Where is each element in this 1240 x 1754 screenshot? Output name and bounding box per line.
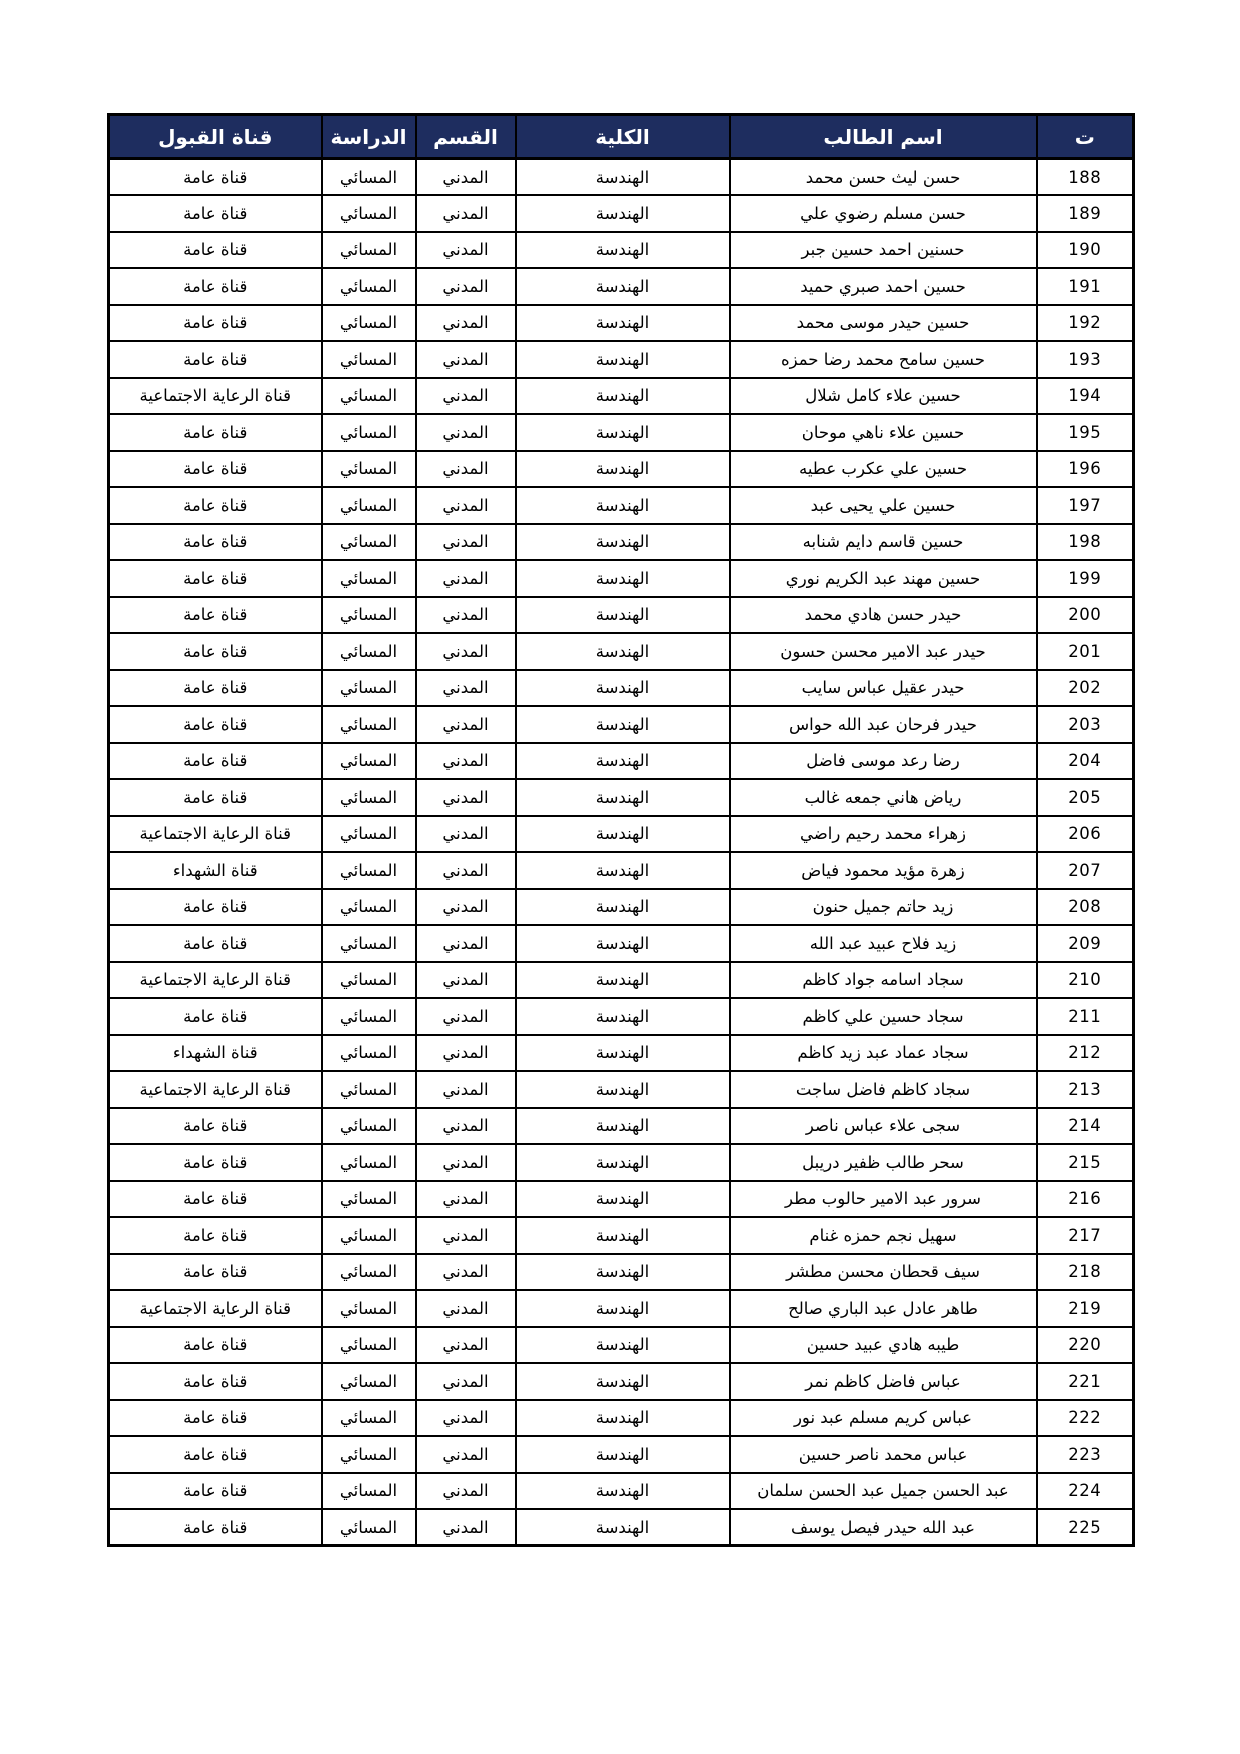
department-cell: المدني xyxy=(416,414,516,451)
department-cell: المدني xyxy=(416,743,516,780)
table-row xyxy=(109,1181,1134,1218)
student-name-cell: رضا رعد موسى فاضل xyxy=(730,743,1037,780)
college-cell: الهندسة xyxy=(516,414,730,451)
college-cell: الهندسة xyxy=(516,1071,730,1108)
student-name-cell: عباس محمد ناصر حسين xyxy=(730,1436,1037,1473)
table-row xyxy=(109,852,1134,889)
row-number-cell: 221 xyxy=(1037,1363,1134,1400)
admission-channel-cell: قناة عامة xyxy=(109,451,322,488)
study-type-cell: المسائي xyxy=(322,524,416,561)
college-cell: الهندسة xyxy=(516,1217,730,1254)
admission-channel-cell: قناة عامة xyxy=(109,889,322,926)
header-cell-number: ت xyxy=(1037,115,1134,159)
department-cell: المدني xyxy=(416,1363,516,1400)
study-type-cell: المسائي xyxy=(322,1254,416,1291)
admission-channel-cell: قناة عامة xyxy=(109,232,322,269)
table-row xyxy=(109,1108,1134,1145)
admission-channel-cell: قناة عامة xyxy=(109,487,322,524)
study-type-cell: المسائي xyxy=(322,925,416,962)
admission-channel-cell: قناة الشهداء xyxy=(109,1035,322,1072)
student-name-cell: زيد فلاح عبيد عبد الله xyxy=(730,925,1037,962)
table-row xyxy=(109,779,1134,816)
college-cell: الهندسة xyxy=(516,232,730,269)
study-type-cell: المسائي xyxy=(322,1327,416,1364)
student-name-cell: زهراء محمد رحيم راضي xyxy=(730,816,1037,853)
table-row xyxy=(109,1254,1134,1291)
row-number-cell: 218 xyxy=(1037,1254,1134,1291)
study-type-cell: المسائي xyxy=(322,743,416,780)
department-cell: المدني xyxy=(416,305,516,342)
table-row xyxy=(109,1035,1134,1072)
table-row xyxy=(109,743,1134,780)
department-cell: المدني xyxy=(416,524,516,561)
department-cell: المدني xyxy=(416,1473,516,1510)
table-row xyxy=(109,1363,1134,1400)
department-cell: المدني xyxy=(416,1035,516,1072)
student-name-cell: حيدر عقيل عباس سايب xyxy=(730,670,1037,707)
header-cell-study-type: الدراسة xyxy=(322,115,416,159)
row-number-cell: 197 xyxy=(1037,487,1134,524)
department-cell: المدني xyxy=(416,378,516,415)
admission-channel-cell: قناة عامة xyxy=(109,305,322,342)
admission-channel-cell: قناة عامة xyxy=(109,1217,322,1254)
student-name-cell: حسن مسلم رضوي علي xyxy=(730,195,1037,232)
header-cell-department: القسم xyxy=(416,115,516,159)
admission-channel-cell: قناة عامة xyxy=(109,743,322,780)
row-number-cell: 204 xyxy=(1037,743,1134,780)
department-cell: المدني xyxy=(416,1327,516,1364)
student-name-cell: سرور عبد الامير حالوب مطر xyxy=(730,1181,1037,1218)
department-cell: المدني xyxy=(416,268,516,305)
admission-channel-cell: قناة عامة xyxy=(109,597,322,634)
admission-channel-cell: قناة عامة xyxy=(109,633,322,670)
college-cell: الهندسة xyxy=(516,816,730,853)
table-row xyxy=(109,1217,1134,1254)
department-cell: المدني xyxy=(416,816,516,853)
college-cell: الهندسة xyxy=(516,633,730,670)
table-row xyxy=(109,414,1134,451)
admission-channel-cell: قناة عامة xyxy=(109,925,322,962)
admission-channel-cell: قناة عامة xyxy=(109,1400,322,1437)
student-name-cell: زهرة مؤيد محمود فياض xyxy=(730,852,1037,889)
student-name-cell: سجاد عماد عبد زيد كاظم xyxy=(730,1035,1037,1072)
college-cell: الهندسة xyxy=(516,743,730,780)
student-name-cell: عبد الله حيدر فيصل يوسف xyxy=(730,1509,1037,1546)
department-cell: المدني xyxy=(416,706,516,743)
student-name-cell: حسين حيدر موسى محمد xyxy=(730,305,1037,342)
study-type-cell: المسائي xyxy=(322,268,416,305)
student-name-cell: حيدر حسن هادي محمد xyxy=(730,597,1037,634)
row-number-cell: 215 xyxy=(1037,1144,1134,1181)
row-number-cell: 211 xyxy=(1037,998,1134,1035)
admission-channel-cell: قناة عامة xyxy=(109,341,322,378)
college-cell: الهندسة xyxy=(516,852,730,889)
college-cell: الهندسة xyxy=(516,1290,730,1327)
admission-channel-cell: قناة عامة xyxy=(109,195,322,232)
student-name-cell: سجاد اسامه جواد كاظم xyxy=(730,962,1037,999)
department-cell: المدني xyxy=(416,487,516,524)
row-number-cell: 220 xyxy=(1037,1327,1134,1364)
college-cell: الهندسة xyxy=(516,159,730,196)
table-row xyxy=(109,670,1134,707)
admission-channel-cell: قناة عامة xyxy=(109,1108,322,1145)
row-number-cell: 198 xyxy=(1037,524,1134,561)
admission-channel-cell: قناة عامة xyxy=(109,1363,322,1400)
study-type-cell: المسائي xyxy=(322,1290,416,1327)
admission-channel-cell: قناة عامة xyxy=(109,414,322,451)
student-name-cell: حسين احمد صبري حميد xyxy=(730,268,1037,305)
table-row xyxy=(109,268,1134,305)
header-row xyxy=(109,115,1134,159)
college-cell: الهندسة xyxy=(516,1473,730,1510)
table-row xyxy=(109,925,1134,962)
student-name-cell: حسين علاء كامل شلال xyxy=(730,378,1037,415)
row-number-cell: 195 xyxy=(1037,414,1134,451)
study-type-cell: المسائي xyxy=(322,159,416,196)
college-cell: الهندسة xyxy=(516,1363,730,1400)
study-type-cell: المسائي xyxy=(322,962,416,999)
department-cell: المدني xyxy=(416,998,516,1035)
row-number-cell: 203 xyxy=(1037,706,1134,743)
row-number-cell: 225 xyxy=(1037,1509,1134,1546)
study-type-cell: المسائي xyxy=(322,378,416,415)
admission-channel-cell: قناة عامة xyxy=(109,1254,322,1291)
department-cell: المدني xyxy=(416,1108,516,1145)
study-type-cell: المسائي xyxy=(322,1108,416,1145)
department-cell: المدني xyxy=(416,451,516,488)
admission-channel-cell: قناة عامة xyxy=(109,1436,322,1473)
study-type-cell: المسائي xyxy=(322,305,416,342)
admission-channel-cell: قناة الرعاية الاجتماعية xyxy=(109,378,322,415)
row-number-cell: 188 xyxy=(1037,159,1134,196)
row-number-cell: 192 xyxy=(1037,305,1134,342)
table-row xyxy=(109,597,1134,634)
table-header xyxy=(109,115,1134,159)
student-name-cell: زيد حاتم جميل حنون xyxy=(730,889,1037,926)
table-row xyxy=(109,524,1134,561)
study-type-cell: المسائي xyxy=(322,1400,416,1437)
table-row xyxy=(109,706,1134,743)
table-row xyxy=(109,451,1134,488)
row-number-cell: 216 xyxy=(1037,1181,1134,1218)
college-cell: الهندسة xyxy=(516,341,730,378)
table-row xyxy=(109,1436,1134,1473)
college-cell: الهندسة xyxy=(516,195,730,232)
table-row xyxy=(109,1144,1134,1181)
row-number-cell: 200 xyxy=(1037,597,1134,634)
row-number-cell: 212 xyxy=(1037,1035,1134,1072)
study-type-cell: المسائي xyxy=(322,633,416,670)
table-row xyxy=(109,159,1134,196)
header-cell-admission-channel: قناة القبول xyxy=(109,115,322,159)
student-name-cell: حسين علاء ناهي موحان xyxy=(730,414,1037,451)
college-cell: الهندسة xyxy=(516,1400,730,1437)
college-cell: الهندسة xyxy=(516,451,730,488)
student-name-cell: حسين سامح محمد رضا حمزه xyxy=(730,341,1037,378)
department-cell: المدني xyxy=(416,852,516,889)
student-name-cell: حيدر عبد الامير محسن حسون xyxy=(730,633,1037,670)
admission-channel-cell: قناة عامة xyxy=(109,159,322,196)
table-row xyxy=(109,962,1134,999)
admission-channel-cell: قناة عامة xyxy=(109,779,322,816)
student-name-cell: عبد الحسن جميل عبد الحسن سلمان xyxy=(730,1473,1037,1510)
department-cell: المدني xyxy=(416,1509,516,1546)
row-number-cell: 190 xyxy=(1037,232,1134,269)
study-type-cell: المسائي xyxy=(322,852,416,889)
study-type-cell: المسائي xyxy=(322,1363,416,1400)
department-cell: المدني xyxy=(416,1254,516,1291)
department-cell: المدني xyxy=(416,633,516,670)
student-name-cell: حسين علي يحيى عبد xyxy=(730,487,1037,524)
study-type-cell: المسائي xyxy=(322,597,416,634)
study-type-cell: المسائي xyxy=(322,1144,416,1181)
students-table xyxy=(107,113,1135,1547)
department-cell: المدني xyxy=(416,159,516,196)
study-type-cell: المسائي xyxy=(322,1436,416,1473)
row-number-cell: 223 xyxy=(1037,1436,1134,1473)
row-number-cell: 209 xyxy=(1037,925,1134,962)
department-cell: المدني xyxy=(416,1217,516,1254)
table-row xyxy=(109,341,1134,378)
table-row xyxy=(109,305,1134,342)
student-name-cell: سجاد حسين علي كاظم xyxy=(730,998,1037,1035)
college-cell: الهندسة xyxy=(516,998,730,1035)
college-cell: الهندسة xyxy=(516,268,730,305)
study-type-cell: المسائي xyxy=(322,195,416,232)
study-type-cell: المسائي xyxy=(322,1473,416,1510)
table-row xyxy=(109,1327,1134,1364)
study-type-cell: المسائي xyxy=(322,1181,416,1218)
student-name-cell: طاهر عادل عبد الباري صالح xyxy=(730,1290,1037,1327)
row-number-cell: 193 xyxy=(1037,341,1134,378)
table-row xyxy=(109,998,1134,1035)
college-cell: الهندسة xyxy=(516,925,730,962)
student-name-cell: طيبه هادي عبيد حسين xyxy=(730,1327,1037,1364)
college-cell: الهندسة xyxy=(516,1181,730,1218)
table-row xyxy=(109,195,1134,232)
student-name-cell: سحر طالب ظفير دريبل xyxy=(730,1144,1037,1181)
admission-channel-cell: قناة عامة xyxy=(109,1144,322,1181)
college-cell: الهندسة xyxy=(516,779,730,816)
admission-channel-cell: قناة الشهداء xyxy=(109,852,322,889)
table-row xyxy=(109,378,1134,415)
student-name-cell: سجاد كاظم فاضل ساجت xyxy=(730,1071,1037,1108)
admission-channel-cell: قناة الرعاية الاجتماعية xyxy=(109,962,322,999)
row-number-cell: 224 xyxy=(1037,1473,1134,1510)
row-number-cell: 199 xyxy=(1037,560,1134,597)
student-name-cell: حيدر فرحان عبد الله حواس xyxy=(730,706,1037,743)
student-name-cell: حسين مهند عبد الكريم نوري xyxy=(730,560,1037,597)
student-name-cell: رياض هاني جمعه غالب xyxy=(730,779,1037,816)
table-row xyxy=(109,889,1134,926)
department-cell: المدني xyxy=(416,779,516,816)
admission-channel-cell: قناة الرعاية الاجتماعية xyxy=(109,1071,322,1108)
study-type-cell: المسائي xyxy=(322,706,416,743)
department-cell: المدني xyxy=(416,1144,516,1181)
row-number-cell: 214 xyxy=(1037,1108,1134,1145)
study-type-cell: المسائي xyxy=(322,889,416,926)
department-cell: المدني xyxy=(416,1071,516,1108)
table-row xyxy=(109,633,1134,670)
student-table-body xyxy=(109,159,1134,1546)
table-row xyxy=(109,816,1134,853)
admission-channel-cell: قناة عامة xyxy=(109,560,322,597)
college-cell: الهندسة xyxy=(516,560,730,597)
study-type-cell: المسائي xyxy=(322,341,416,378)
department-cell: المدني xyxy=(416,1181,516,1218)
student-name-cell: حسنين احمد حسين جبر xyxy=(730,232,1037,269)
row-number-cell: 201 xyxy=(1037,633,1134,670)
admission-channel-cell: قناة عامة xyxy=(109,1509,322,1546)
department-cell: المدني xyxy=(416,597,516,634)
college-cell: الهندسة xyxy=(516,1254,730,1291)
row-number-cell: 194 xyxy=(1037,378,1134,415)
table-row xyxy=(109,1290,1134,1327)
department-cell: المدني xyxy=(416,889,516,926)
student-name-cell: سهيل نجم حمزه غنام xyxy=(730,1217,1037,1254)
row-number-cell: 217 xyxy=(1037,1217,1134,1254)
admission-channel-cell: قناة عامة xyxy=(109,1327,322,1364)
department-cell: المدني xyxy=(416,670,516,707)
study-type-cell: المسائي xyxy=(322,1071,416,1108)
header-cell-student-name: اسم الطالب xyxy=(730,115,1037,159)
college-cell: الهندسة xyxy=(516,524,730,561)
study-type-cell: المسائي xyxy=(322,451,416,488)
study-type-cell: المسائي xyxy=(322,1217,416,1254)
admission-channel-cell: قناة عامة xyxy=(109,1473,322,1510)
college-cell: الهندسة xyxy=(516,670,730,707)
admission-channel-cell: قناة عامة xyxy=(109,670,322,707)
college-cell: الهندسة xyxy=(516,487,730,524)
admission-channel-cell: قناة عامة xyxy=(109,1181,322,1218)
table-row xyxy=(109,1509,1134,1546)
table-row xyxy=(109,487,1134,524)
college-cell: الهندسة xyxy=(516,889,730,926)
study-type-cell: المسائي xyxy=(322,816,416,853)
study-type-cell: المسائي xyxy=(322,1035,416,1072)
department-cell: المدني xyxy=(416,962,516,999)
study-type-cell: المسائي xyxy=(322,487,416,524)
study-type-cell: المسائي xyxy=(322,998,416,1035)
department-cell: المدني xyxy=(416,195,516,232)
student-name-cell: حسن ليث حسن محمد xyxy=(730,159,1037,196)
table-row xyxy=(109,1473,1134,1510)
department-cell: المدني xyxy=(416,232,516,269)
college-cell: الهندسة xyxy=(516,962,730,999)
department-cell: المدني xyxy=(416,1290,516,1327)
study-type-cell: المسائي xyxy=(322,414,416,451)
row-number-cell: 213 xyxy=(1037,1071,1134,1108)
row-number-cell: 189 xyxy=(1037,195,1134,232)
department-cell: المدني xyxy=(416,560,516,597)
row-number-cell: 219 xyxy=(1037,1290,1134,1327)
row-number-cell: 202 xyxy=(1037,670,1134,707)
student-name-cell: عباس فاضل كاظم نمر xyxy=(730,1363,1037,1400)
college-cell: الهندسة xyxy=(516,1509,730,1546)
college-cell: الهندسة xyxy=(516,1035,730,1072)
study-type-cell: المسائي xyxy=(322,1509,416,1546)
study-type-cell: المسائي xyxy=(322,232,416,269)
admission-channel-cell: قناة عامة xyxy=(109,706,322,743)
admission-channel-cell: قناة الرعاية الاجتماعية xyxy=(109,816,322,853)
department-cell: المدني xyxy=(416,341,516,378)
college-cell: الهندسة xyxy=(516,1108,730,1145)
study-type-cell: المسائي xyxy=(322,560,416,597)
row-number-cell: 191 xyxy=(1037,268,1134,305)
student-name-cell: سجى علاء عباس ناصر xyxy=(730,1108,1037,1145)
admission-channel-cell: قناة عامة xyxy=(109,268,322,305)
admission-channel-cell: قناة الرعاية الاجتماعية xyxy=(109,1290,322,1327)
college-cell: الهندسة xyxy=(516,706,730,743)
row-number-cell: 207 xyxy=(1037,852,1134,889)
student-name-cell: حسين قاسم دايم شنابه xyxy=(730,524,1037,561)
college-cell: الهندسة xyxy=(516,378,730,415)
admission-channel-cell: قناة عامة xyxy=(109,998,322,1035)
college-cell: الهندسة xyxy=(516,597,730,634)
department-cell: المدني xyxy=(416,925,516,962)
department-cell: المدني xyxy=(416,1400,516,1437)
header-cell-college: الكلية xyxy=(516,115,730,159)
row-number-cell: 222 xyxy=(1037,1400,1134,1437)
row-number-cell: 196 xyxy=(1037,451,1134,488)
table-row xyxy=(109,1071,1134,1108)
student-name-cell: حسين علي عكرب عطيه xyxy=(730,451,1037,488)
study-type-cell: المسائي xyxy=(322,779,416,816)
student-name-cell: عباس كريم مسلم عبد نور xyxy=(730,1400,1037,1437)
department-cell: المدني xyxy=(416,1436,516,1473)
row-number-cell: 208 xyxy=(1037,889,1134,926)
college-cell: الهندسة xyxy=(516,1436,730,1473)
table-row xyxy=(109,1400,1134,1437)
college-cell: الهندسة xyxy=(516,1327,730,1364)
table-row xyxy=(109,560,1134,597)
row-number-cell: 210 xyxy=(1037,962,1134,999)
college-cell: الهندسة xyxy=(516,1144,730,1181)
table-row xyxy=(109,232,1134,269)
row-number-cell: 206 xyxy=(1037,816,1134,853)
college-cell: الهندسة xyxy=(516,305,730,342)
admission-channel-cell: قناة عامة xyxy=(109,524,322,561)
student-name-cell: سيف قحطان محسن مطشر xyxy=(730,1254,1037,1291)
row-number-cell: 205 xyxy=(1037,779,1134,816)
study-type-cell: المسائي xyxy=(322,670,416,707)
